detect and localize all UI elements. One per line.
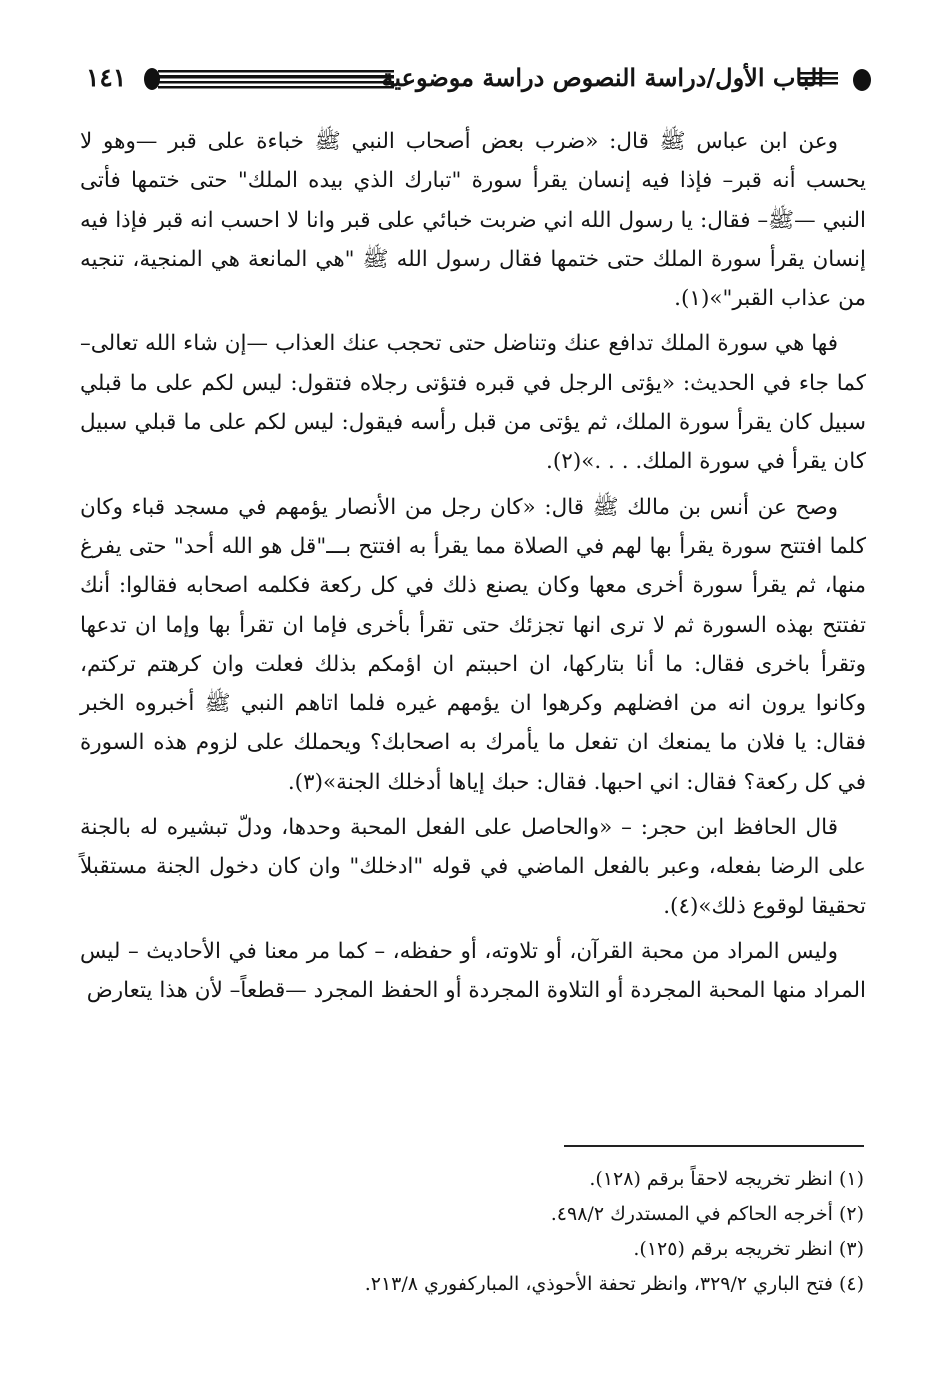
paragraph: وصح عن أنس بن مالك ﷺ قال: «كان رجل من الأنصار يؤمهم في مسجد قباء وكان كلما افتتح سورة يقرأ بها لهم في الصلاة مما يقرأ به افتتح بـــ"قل هو الله أحد" حتى يفرغ منها، ثم يقرأ سورة أخرى معها وكان يصنع ذلك في كل ركعة فكلمه اصحابه فقالوا: أنك تفتتح بهذه السورة ثم لا ترى انها تجزئك حتى تقرأ بأخرى فإما ان تقرأ بها وإما ان تدعها وتقرأ باخرى فقال: ما أنا بتاركها، ان احببتم ان اؤمكم بذلك فعلت وان كرهتم تركتم، وكانوا يرون انه من افضلهم وكرهوا ان يؤمهم غيره فلما اتاهم النبي ﷺ أخبروه الخبر فقال: يا فلان ما يمنعك ان تفعل ما يأمرك به اصحابك؟ ويحملك على لزوم هذه السورة في كل ركعة؟ فقال: اني احبها. فقال: حبك إياها أدخلك الجنة»(٣). (80, 494, 866, 795)
footnote: (٣) انظر تخريجه برقم (١٢٥). (633, 1238, 864, 1260)
body-text (80, 122, 866, 1017)
chapter-title: الباب الأول/دراسة النصوص دراسة موضوعية (381, 63, 824, 92)
paragraph: فها هي سورة الملك تدافع عنك وتناضل حتى تحجب عنك العذاب —إن شاء الله تعالى– كما جاء في الحديث: «يؤتى الرجل في قبره فتؤتى رجلاه فتقول: ليس لكم على ما قبلي سبيل كان يقرأ سورة الملك، ثم يؤتى من قبل رأسه فيقول: ليس لكم على ما قبلي سبيل كان يقرأ في سورة الملك. . . .»(٢). (80, 331, 866, 475)
footnotes (78, 1162, 864, 1302)
page-number: ١٤١ (86, 63, 127, 92)
running-header (80, 58, 876, 104)
footnote: (٢) أخرجه الحاكم في المستدرك ٤٩٨/٢. (550, 1203, 864, 1225)
paragraph: قال الحافظ ابن حجر: – «والحاصل على الفعل المحبة وحدها، ودلّ تبشيره له بالجنة على الرضا بفعله، وعبر بالفعل الماضي في قوله "ادخلك" وان كان دخول الجنة مستقبلاً تحقيقا لوقوع ذلك»(٤). (80, 815, 866, 919)
footnote: (١) انظر تخريجه لاحقاً برقم (١٢٨). (589, 1168, 864, 1190)
footnote: (٤) فتح الباري ٣٢٩/٢، وانظر تحفة الأحوذي، المباركفوري ٢١٣/٨. (364, 1273, 864, 1295)
paragraph: وعن ابن عباس ﷺ قال: «ضرب بعض أصحاب النبي ﷺ خباءة على قبر —وهو لا يحسب أنه قبر– فإذا فيه إنسان يقرأ سورة "تبارك الذي بيده الملك" حتى ختمها فأتى النبي —ﷺ– فقال: يا رسول الله اني ضربت خبائي على قبر وانا لا احسب انه قبر فإذا فيه إنسان يقرأ سورة الملك حتى ختمها فقال رسول الله ﷺ "هي المانعة هي المنجية، تنجيه من عذاب القبر"»(١). (80, 129, 866, 312)
paragraph: وليس المراد من محبة القرآن، أو تلاوته، أو حفظه، – كما مر معنا في الأحاديث – ليس المراد منها المحبة المجردة أو التلاوة المجردة أو الحفظ المجرد —قطعاً– لأن هذا يتعارض (80, 938, 866, 1004)
footnote-separator (564, 1145, 864, 1147)
